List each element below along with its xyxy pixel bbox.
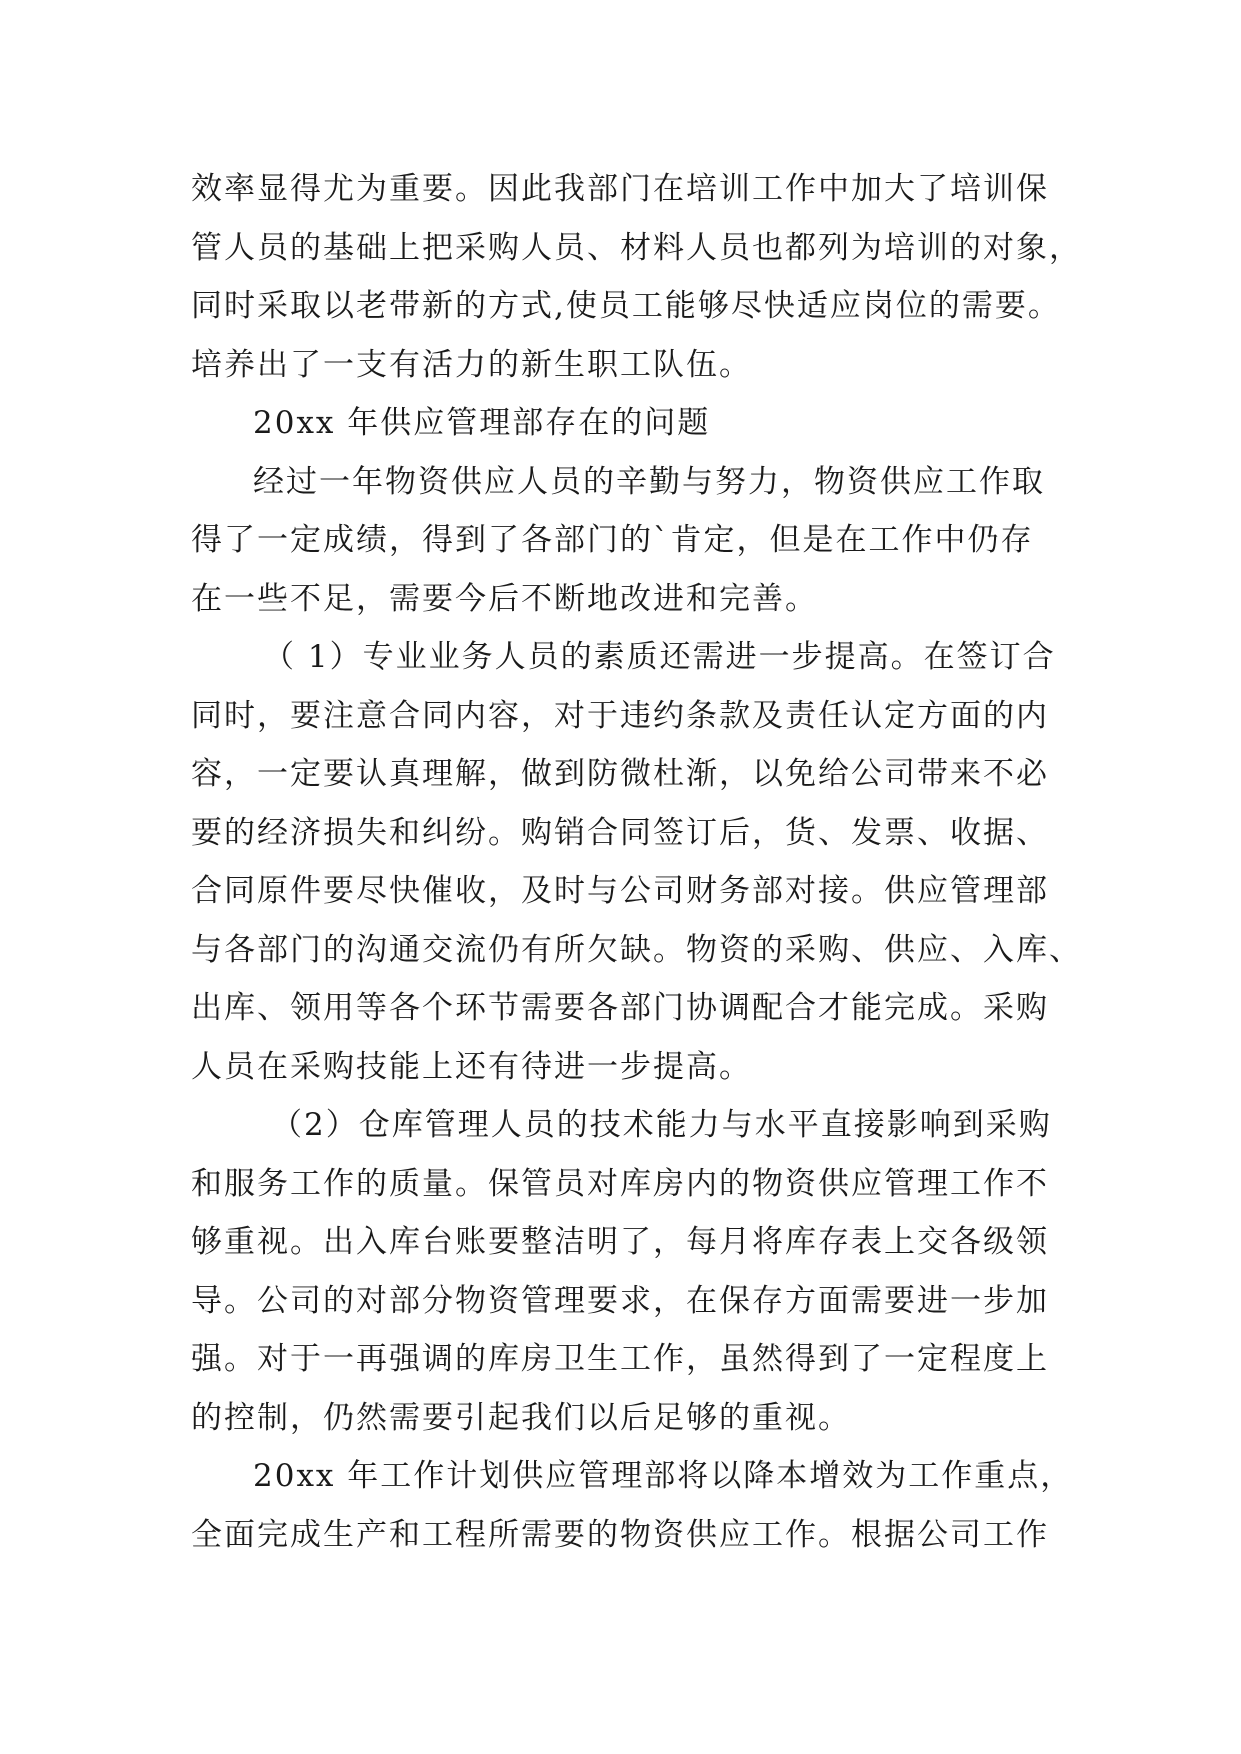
text-line: 导。公司的对部分物资管理要求，在保存方面需要进一步加 [191, 1282, 1049, 1319]
text-line: 强。对于一再强调的库房卫生工作，虽然得到了一定程度上 [191, 1341, 1049, 1377]
body-text [191, 160, 1091, 1564]
text-line: 培养出了一支有活力的新生职工队伍。 [191, 346, 752, 383]
text-line: 全面完成生产和工程所需要的物资供应工作。根据公司工作 [191, 1516, 1049, 1553]
text-line: 在一些不足，需要今后不断地改进和完善。 [191, 580, 818, 617]
text-line: 20xx 年工作计划供应管理部将以降本增效为工作重点， [253, 1458, 1074, 1494]
text-line: 的控制，仍然需要引起我们以后足够的重视。 [191, 1399, 851, 1436]
text-line: 要的经济损失和纠纷。购销合同签订后，货、发票、收据、 [191, 814, 1049, 851]
text-line: 与各部门的沟通交流仍有所欠缺。物资的采购、供应、入库、 [191, 931, 1082, 968]
text-line: 和服务工作的质量。保管员对库房内的物资供应管理工作不 [191, 1165, 1049, 1202]
text-line: 出库、领用等各个环节需要各部门协调配合才能完成。采购 [191, 990, 1049, 1026]
text-line: 同时采取以老带新的方式,使员工能够尽快适应岗位的需要。 [191, 288, 1061, 324]
text-line: 管人员的基础上把采购人员、材料人员也都列为培训的对象， [191, 229, 1082, 266]
text-line: 经过一年物资供应人员的辛勤与努力，物资供应工作取 [253, 463, 1045, 500]
text-line: 合同原件要尽快催收，及时与公司财务部对接。供应管理部 [191, 873, 1049, 909]
text-line: 容，一定要认真理解，做到防微杜渐，以免给公司带来不必 [191, 756, 1049, 792]
text-line: （ 1）专业业务人员的素质还需进一步提高。在签订合 [263, 639, 1056, 675]
text-line: 同时，要注意合同内容，对于违约条款及责任认定方面的内 [191, 697, 1049, 734]
text-line: 得了一定成绩，得到了各部门的`肯定，但是在工作中仍存 [191, 522, 1034, 558]
text-line: 效率显得尤为重要。因此我部门在培训工作中加大了培训保 [191, 171, 1049, 207]
text-line: （2）仓库管理人员的技术能力与水平直接影响到采购 [271, 1107, 1052, 1143]
text-line: 人员在采购技能上还有待进一步提高。 [191, 1048, 752, 1085]
section-heading: 20xx 年供应管理部存在的问题 [253, 405, 711, 441]
text-line: 够重视。出入库台账要整洁明了，每月将库存表上交各级领 [191, 1224, 1049, 1260]
